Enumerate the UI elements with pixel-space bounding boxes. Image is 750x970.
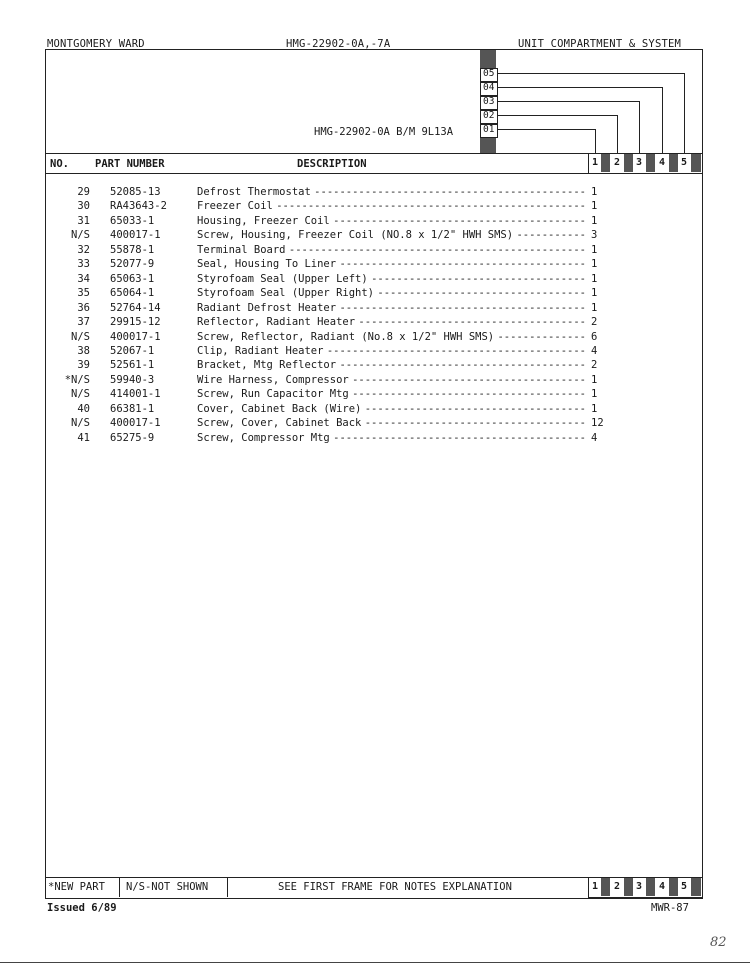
row-part-number: 414001-1: [110, 388, 161, 401]
row-quantity: 4: [591, 344, 598, 357]
row-description: Screw, Run Capacitor Mtg: [197, 388, 349, 401]
row-item-number: 38: [77, 344, 90, 357]
row-description: Housing, Freezer Coil: [197, 214, 330, 227]
row-part-number: 400017-1: [110, 330, 161, 343]
document-code: MWR-87: [651, 902, 689, 914]
row-quantity: 1: [591, 258, 598, 271]
column-header-no: NO.: [50, 158, 69, 170]
row-leader-dashes: -----------------------------------------: [326, 344, 586, 357]
row-quantity: 1: [591, 373, 598, 386]
row-quantity: 1: [591, 186, 598, 198]
check-col-4: 4: [658, 157, 666, 168]
row-item-number: 30: [77, 200, 90, 213]
issued-date: Issued 6/89: [47, 902, 117, 914]
row-part-number: 52067-1: [110, 344, 155, 357]
row-leader-dashes: --------------: [497, 330, 586, 343]
row-leader-dashes: -------------------------------------: [352, 388, 586, 401]
row-description: Bracket, Mtg Reflector: [197, 359, 337, 372]
row-description: Screw, Cover, Cabinet Back: [197, 417, 362, 430]
row-item-number: 29: [77, 186, 90, 198]
row-leader-dashes: ---------------------------------------: [339, 301, 586, 314]
mode-03: 03: [483, 96, 495, 107]
row-leader-dashes: -----------------------------------: [364, 402, 586, 415]
row-leader-dashes: ---------------------------------------: [339, 359, 586, 372]
grid-shade-top: [480, 50, 496, 68]
row-leader-dashes: -------------------------------------------------: [276, 200, 586, 213]
row-item-number: 32: [77, 243, 90, 256]
row-item-number: 33: [77, 258, 90, 271]
row-quantity: 1: [591, 287, 598, 300]
footer-new-part-legend: *NEW PART: [48, 881, 105, 893]
row-item-number: N/S: [71, 229, 90, 242]
row-quantity: 6: [591, 330, 598, 343]
row-leader-dashes: ----------------------------------------: [333, 431, 586, 444]
row-leader-dashes: -----------------------------------------------: [288, 243, 586, 256]
row-item-number: 34: [77, 272, 90, 285]
row-item-number: 37: [77, 316, 90, 329]
row-part-number: 29915-12: [110, 316, 161, 329]
row-part-number: 400017-1: [110, 417, 161, 430]
row-item-number: N/S: [71, 388, 90, 401]
row-item-number: 40: [77, 402, 90, 415]
check-col-2: 2: [613, 157, 621, 168]
model-bill-of-material-label: HMG-22902-0A B/M 9L13A: [314, 126, 454, 138]
row-quantity: 1: [591, 200, 598, 213]
footer-check-col-3: 3: [635, 881, 643, 892]
row-part-number: 65275-9: [110, 431, 155, 444]
row-part-number: 52077-9: [110, 258, 155, 271]
row-part-number: 65064-1: [110, 287, 155, 300]
mode-02: 02: [483, 110, 495, 121]
row-description: Radiant Defrost Heater: [197, 301, 337, 314]
row-item-number: N/S: [71, 330, 90, 343]
row-leader-dashes: -----------: [516, 229, 586, 242]
row-description: Screw, Compressor Mtg: [197, 431, 330, 444]
row-description: Wire Harness, Compressor: [197, 373, 349, 386]
column-header-part-number: PART NUMBER: [95, 158, 165, 170]
footer-notes-explanation: SEE FIRST FRAME FOR NOTES EXPLANATION: [278, 881, 512, 893]
brand-header: MONTGOMERY WARD: [47, 38, 145, 50]
handwritten-page-mark: 82: [710, 935, 727, 950]
section-title: UNIT COMPARTMENT & SYSTEM: [518, 38, 682, 50]
row-description: Freezer Coil: [197, 200, 273, 213]
row-part-number: 66381-1: [110, 402, 155, 415]
check-col-1: 1: [591, 157, 599, 168]
row-description: Screw, Reflector, Radiant (No.8 x 1/2" HWH SMS): [197, 330, 495, 343]
row-description: Terminal Board: [197, 243, 286, 256]
mode-01: 01: [483, 124, 495, 135]
row-part-number: 59940-3: [110, 373, 155, 386]
row-part-number: 52085-13: [110, 186, 161, 198]
mode-05: 05: [483, 68, 495, 79]
row-quantity: 1: [591, 272, 598, 285]
row-part-number: 55878-1: [110, 243, 155, 256]
check-col-3: 3: [635, 157, 643, 168]
row-part-number: 52764-14: [110, 301, 161, 314]
row-quantity: 1: [591, 388, 598, 401]
row-quantity: 3: [591, 229, 598, 242]
row-description: Defrost Thermostat: [197, 186, 311, 198]
row-description: Reflector, Radiant Heater: [197, 316, 356, 329]
row-quantity: 1: [591, 402, 598, 415]
footer-check-col-5: 5: [680, 881, 688, 892]
row-leader-dashes: ---------------------------------: [377, 287, 586, 300]
row-leader-dashes: ----------------------------------------: [333, 214, 586, 227]
row-quantity: 2: [591, 359, 598, 372]
footer-check-col-1: 1: [591, 881, 599, 892]
row-leader-dashes: -------------------------------------------: [314, 186, 586, 198]
row-quantity: 2: [591, 316, 598, 329]
row-description: Styrofoam Seal (Upper Left): [197, 272, 368, 285]
row-part-number: 65063-1: [110, 272, 155, 285]
row-item-number: 41: [77, 431, 90, 444]
check-col-5: 5: [680, 157, 688, 168]
column-header-description: DESCRIPTION: [297, 158, 367, 170]
row-item-number: N/S: [71, 417, 90, 430]
row-item-number: 35: [77, 287, 90, 300]
row-leader-dashes: -------------------------------------: [352, 373, 586, 386]
footer-check-col-2: 2: [613, 881, 621, 892]
row-leader-dashes: -----------------------------------: [364, 417, 586, 430]
row-item-number: *N/S: [64, 373, 90, 386]
row-leader-dashes: ------------------------------------: [358, 316, 586, 329]
row-quantity: 12: [591, 417, 604, 430]
row-item-number: 39: [77, 359, 90, 372]
scan-bottom-edge: [0, 962, 750, 963]
row-description: Cover, Cabinet Back (Wire): [197, 402, 362, 415]
row-quantity: 1: [591, 214, 598, 227]
row-description: Seal, Housing To Liner: [197, 258, 337, 271]
model-number-header: HMG-22902-0A,-7A: [286, 38, 391, 50]
row-description: Clip, Radiant Heater: [197, 344, 324, 357]
row-quantity: 1: [591, 243, 598, 256]
page-frame: [45, 49, 703, 899]
row-part-number: 400017-1: [110, 229, 161, 242]
row-quantity: 1: [591, 301, 598, 314]
row-part-number: RA43643-2: [110, 200, 167, 213]
row-quantity: 4: [591, 431, 598, 444]
row-leader-dashes: ---------------------------------------: [339, 258, 586, 271]
row-part-number: 52561-1: [110, 359, 155, 372]
row-item-number: 31: [77, 214, 90, 227]
row-leader-dashes: ----------------------------------: [371, 272, 586, 285]
row-description: Styrofoam Seal (Upper Right): [197, 287, 375, 300]
grid-shade-bottom: [480, 138, 496, 154]
row-description: Screw, Housing, Freezer Coil (NO.8 x 1/2" HWH SMS): [197, 229, 514, 242]
row-item-number: 36: [77, 301, 90, 314]
row-part-number: 65033-1: [110, 214, 155, 227]
mode-04: 04: [483, 82, 495, 93]
footer-not-shown-legend: N/S-NOT SHOWN: [126, 881, 209, 893]
footer-check-col-4: 4: [658, 881, 666, 892]
